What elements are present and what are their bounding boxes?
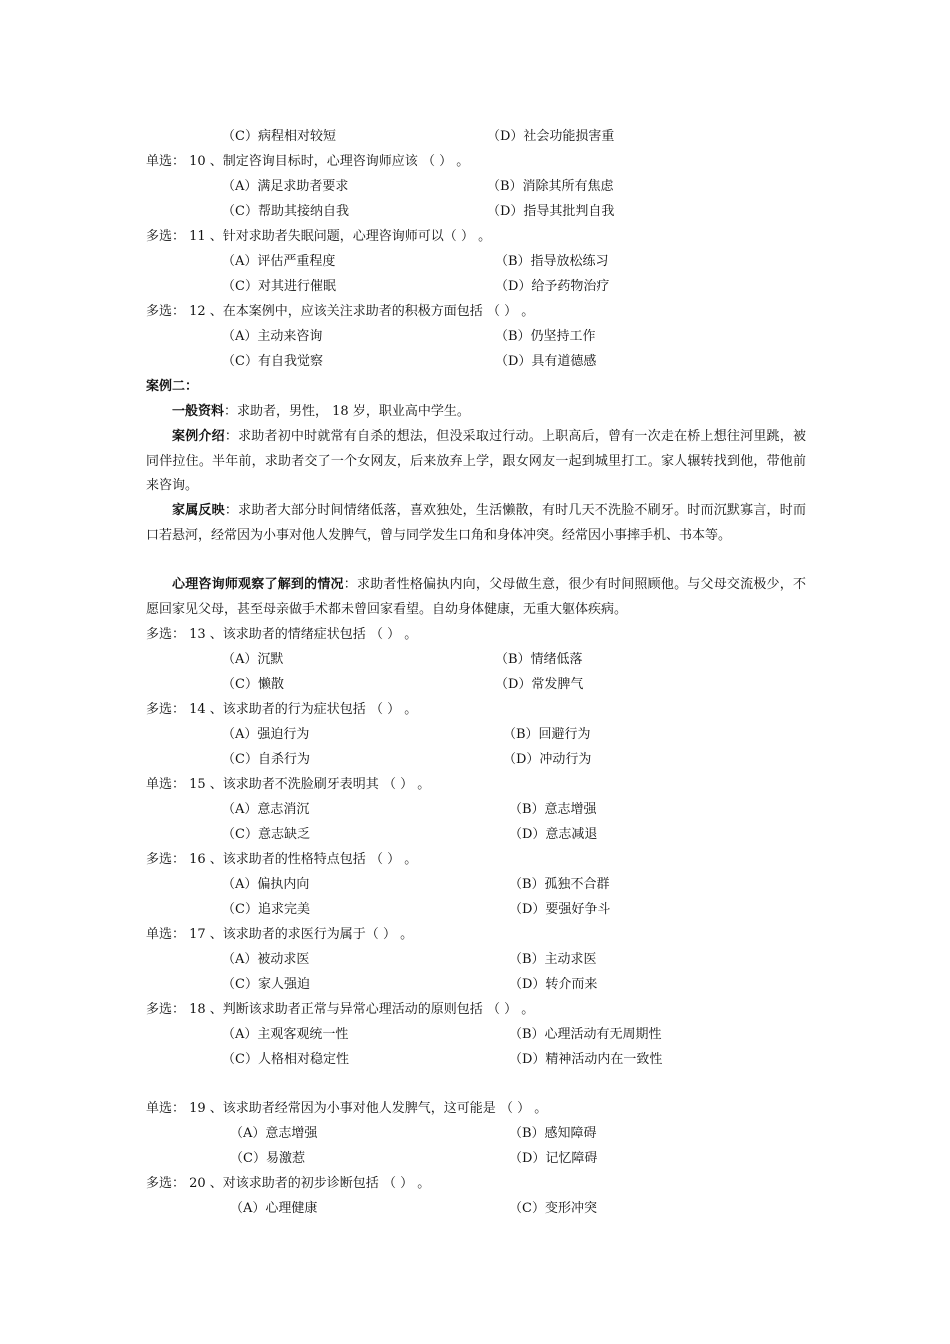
q15-option-a: （A）意志消沉 bbox=[222, 802, 310, 817]
q19-option-b: （B）感知障碍 bbox=[509, 1126, 597, 1141]
q12-option-a: （A）主动来咨询 bbox=[222, 329, 323, 344]
q10-option-c: （C）帮助其接纳自我 bbox=[222, 204, 349, 219]
q14-option-d: （D）冲动行为 bbox=[503, 752, 592, 767]
q14-stem: 多选： 14 、该求助者的行为症状包括 （ ） 。 bbox=[146, 702, 418, 717]
q12-stem: 多选： 12 、在本案例中，应该关注求助者的积极方面包括 （ ） 。 bbox=[146, 304, 535, 319]
q16-stem: 多选： 16 、该求助者的性格特点包括 （ ） 。 bbox=[146, 852, 418, 867]
q12-option-c: （C）有自我觉察 bbox=[222, 354, 323, 369]
q15-stem: 单选： 15 、该求助者不洗脸刷牙表明其 （ ） 。 bbox=[146, 777, 431, 792]
case2-intro-paragraph bbox=[146, 425, 806, 499]
case2-family-paragraph bbox=[146, 499, 806, 548]
q15-option-c: （C）意志缺乏 bbox=[222, 827, 310, 842]
q13-option-d: （D）常发脾气 bbox=[495, 677, 584, 692]
q12-option-d: （D）具有道德感 bbox=[495, 354, 597, 369]
q10-option-d: （D）指导其批判自我 bbox=[487, 204, 615, 219]
q17-stem: 单选： 17 、该求助者的求医行为属于（ ） 。 bbox=[146, 927, 414, 942]
q14-option-a: （A）强迫行为 bbox=[222, 727, 310, 742]
q13-option-c: （C）懒散 bbox=[222, 677, 284, 692]
family-label: 家属反映 bbox=[172, 503, 225, 518]
q16-option-c: （C）追求完美 bbox=[222, 902, 310, 917]
q13-option-a: （A）沉默 bbox=[222, 652, 284, 667]
q18-stem: 多选： 18 、判断该求助者正常与异常心理活动的原则包括 （ ） 。 bbox=[146, 1002, 535, 1017]
q17-option-b: （B）主动求医 bbox=[509, 952, 597, 967]
q17-option-c: （C）家人强迫 bbox=[222, 977, 310, 992]
q18-option-a: （A）主观客观统一性 bbox=[222, 1027, 349, 1042]
q18-option-d: （D）精神活动内在一致性 bbox=[509, 1052, 663, 1067]
intro-label: 案例介绍 bbox=[172, 429, 225, 444]
q11-option-b: （B）指导放松练习 bbox=[495, 254, 609, 269]
q20-option-b: （C）变形冲突 bbox=[509, 1201, 597, 1216]
q14-option-b: （B）回避行为 bbox=[503, 727, 591, 742]
q15-option-d: （D）意志减退 bbox=[509, 827, 598, 842]
q10-option-a: （A）满足求助者要求 bbox=[222, 179, 349, 194]
observe-text: ：求助者性格偏执内向，父母做生意，很少有时间照顾他。与父母交流极少，不愿回家见父母，甚至母亲做手术都未曾回家看望。自幼身体健康，无重大躯体疾病。 bbox=[146, 577, 806, 617]
case2-heading: 案例二： bbox=[146, 379, 199, 394]
q13-option-b: （B）情绪低落 bbox=[495, 652, 583, 667]
q9-option-d: （D）社会功能损害重 bbox=[487, 129, 615, 144]
q19-option-d: （D）记忆障碍 bbox=[509, 1151, 598, 1166]
case2-general-paragraph bbox=[146, 400, 806, 425]
q16-option-d: （D）要强好争斗 bbox=[509, 902, 611, 917]
q9-option-c: （C）病程相对较短 bbox=[222, 129, 336, 144]
q18-option-c: （C）人格相对稳定性 bbox=[222, 1052, 349, 1067]
q16-option-a: （A）偏执内向 bbox=[222, 877, 310, 892]
q20-stem: 多选： 20 、对该求助者的初步诊断包括 （ ） 。 bbox=[146, 1176, 431, 1191]
general-text: ：求助者，男性， 18 岁，职业高中学生。 bbox=[224, 404, 470, 419]
q11-option-d: （D）给予药物治疗 bbox=[495, 279, 610, 294]
q10-stem: 单选： 10 、制定咨询目标时，心理咨询师应该 （ ） 。 bbox=[146, 154, 470, 169]
q14-option-c: （C）自杀行为 bbox=[222, 752, 310, 767]
q17-option-d: （D）转介而来 bbox=[509, 977, 598, 992]
case2-observe-paragraph bbox=[146, 573, 806, 622]
q11-stem: 多选： 11 、针对求助者失眠问题，心理咨询师可以（ ） 。 bbox=[146, 229, 492, 244]
q13-stem: 多选： 13 、该求助者的情绪症状包括 （ ） 。 bbox=[146, 627, 418, 642]
q19-stem: 单选： 19 、该求助者经常因为小事对他人发脾气，这可能是 （ ） 。 bbox=[146, 1101, 548, 1116]
general-label: 一般资料 bbox=[172, 404, 225, 419]
q19-option-c: （C）易激惹 bbox=[230, 1151, 305, 1166]
q12-option-b: （B）仍坚持工作 bbox=[495, 329, 596, 344]
family-text: ：求助者大部分时间情绪低落，喜欢独处，生活懒散，有时几天不洗脸不刷牙。时而沉默寡言，时而口若悬河，经常因为小事对他人发脾气，曾与同学发生口角和身体冲突。经常因小事摔手机、书本等。 bbox=[146, 503, 806, 543]
q17-option-a: （A）被动求医 bbox=[222, 952, 310, 967]
q19-option-a: （A）意志增强 bbox=[230, 1126, 318, 1141]
q16-option-b: （B）孤独不合群 bbox=[509, 877, 610, 892]
q11-option-c: （C）对其进行催眠 bbox=[222, 279, 336, 294]
intro-text: ：求助者初中时就常有自杀的想法，但没采取过行动。上职高后，曾有一次走在桥上想往河里跳，被同伴拉住。半年前，求助者交了一个女网友，后来放弃上学，跟女网友一起到城里打工。家人辗转找到他，带他前来咨询。 bbox=[146, 429, 806, 493]
q11-option-a: （A）评估严重程度 bbox=[222, 254, 336, 269]
q15-option-b: （B）意志增强 bbox=[509, 802, 597, 817]
q18-option-b: （B）心理活动有无周期性 bbox=[509, 1027, 662, 1042]
observe-label: 心理咨询师观察了解到的情况 bbox=[172, 577, 344, 592]
q20-option-a: （A）心理健康 bbox=[230, 1201, 318, 1216]
q10-option-b: （B）消除其所有焦虑 bbox=[487, 179, 614, 194]
